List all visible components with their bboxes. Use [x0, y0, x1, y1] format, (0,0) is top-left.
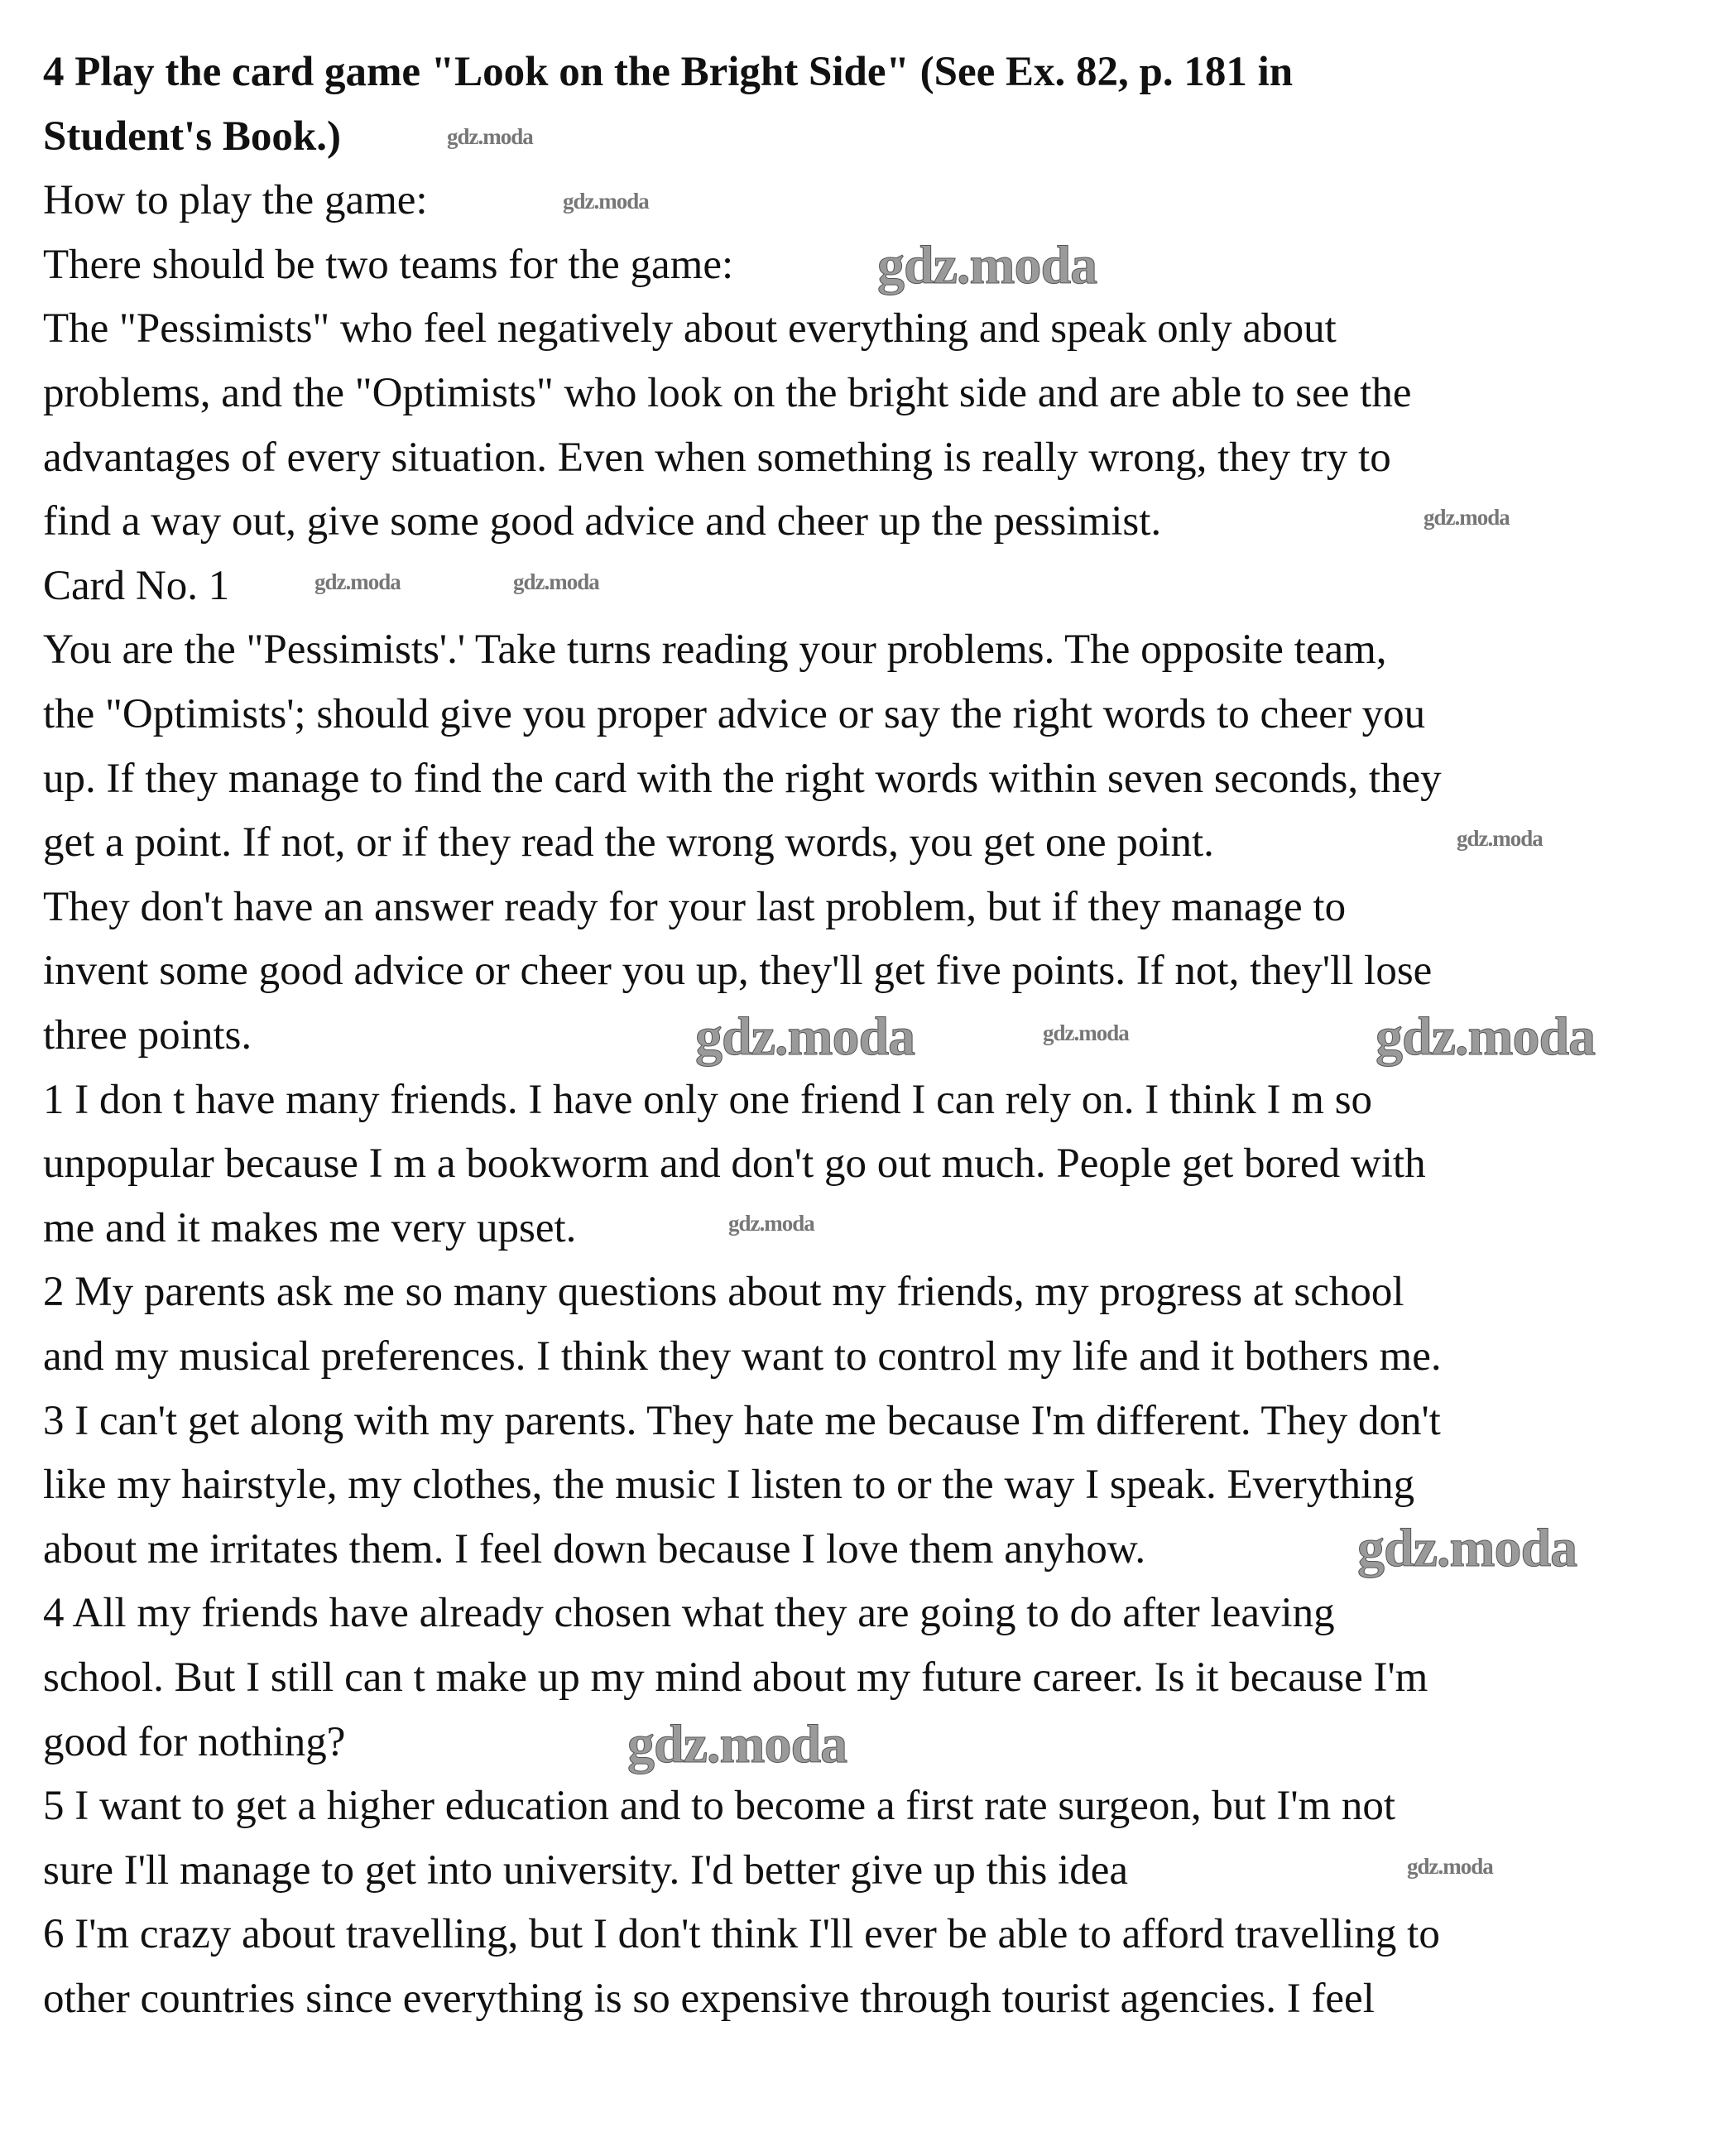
text-line: me and it makes me very upset. — [43, 1204, 577, 1251]
text-line: and my musical preferences. I think they want to control my life and it bothers me. — [43, 1333, 1442, 1380]
text-line: find a way out, give some good advice and cheer up the pessimist. — [43, 498, 1162, 545]
watermark: gdz.moda — [1457, 826, 1543, 851]
watermark: gdz.moda — [1043, 1020, 1129, 1045]
text-line: sure I'll manage to get into university. I'd better give up this idea — [43, 1846, 1128, 1894]
text-line: 4 All my friends have already chosen what they are going to do after leaving — [43, 1590, 1335, 1637]
watermark: gdz.moda — [627, 1714, 847, 1774]
text-line: 1 I don t have many friends. I have only one friend I can rely on. I think I m so — [43, 1076, 1373, 1123]
watermark: gdz.moda — [695, 1006, 915, 1067]
text-line: problems, and the "Optimists" who look on the bright side and are able to see the — [43, 370, 1412, 416]
text-line: How to play the game: — [43, 177, 428, 224]
exercise-title-line: Student's Book.) — [43, 113, 341, 160]
text-line: 2 My parents ask me so many questions about my friends, my progress at school — [43, 1269, 1404, 1316]
text-line: like my hairstyle, my clothes, the music I listen to or the way I speak. Everything — [43, 1462, 1415, 1509]
text-line: 5 I want to get a higher education and to become a first rate surgeon, but I'm not — [43, 1783, 1396, 1830]
text-line: three points. — [43, 1012, 252, 1059]
text-line: They don't have an answer ready for your last problem, but if they manage to — [43, 883, 1347, 930]
text-line: There should be two teams for the game: — [43, 241, 734, 288]
text-line: about me irritates them. I feel down because I love them anyhow. — [43, 1525, 1146, 1573]
watermark: gdz.moda — [1424, 505, 1510, 530]
watermark: gdz.moda — [314, 569, 401, 594]
text-line: The "Pessimists" who feel negatively about everything and speak only about — [43, 305, 1337, 353]
exercise-title-line: 4 Play the card game "Look on the Bright Side" (See Ex. 82, p. 181 in — [43, 49, 1294, 95]
watermark: gdz.moda — [447, 124, 533, 149]
watermark: gdz.moda — [513, 569, 599, 594]
text-line: Card No. 1 — [43, 562, 230, 609]
text-line: You are the "Pessimists'.' Take turns reading your problems. The opposite team, — [43, 627, 1387, 674]
watermark: gdz.moda — [1376, 1006, 1596, 1067]
watermark: gdz.moda — [728, 1211, 814, 1236]
watermark: gdz.moda — [1407, 1854, 1493, 1879]
watermark: gdz.moda — [877, 235, 1097, 295]
text-line: the "Optimists'; should give you proper advice or say the right words to cheer you — [43, 691, 1426, 737]
text-line: school. But I still can t make up my mind about my future career. Is it because I'm — [43, 1654, 1428, 1701]
text-line: up. If they manage to find the card with the right words within seven seconds, they — [43, 755, 1442, 802]
text-line: advantages of every situation. Even when something is really wrong, they try to — [43, 434, 1391, 481]
text-line: 3 I can't get along with my parents. They hate me because I'm different. They don't — [43, 1397, 1441, 1444]
text-line: get a point. If not, or if they read the wrong words, you get one point. — [43, 819, 1214, 867]
text-line: unpopular because I m a bookworm and don't go out much. People get bored with — [43, 1140, 1426, 1188]
text-line: 6 I'm crazy about travelling, but I don't think I'll ever be able to afford travelling to — [43, 1911, 1440, 1958]
text-line: other countries since everything is so expensive through tourist agencies. I feel — [43, 1976, 1375, 2022]
watermark: gdz.moda — [563, 189, 649, 214]
text-line: good for nothing? — [43, 1718, 346, 1765]
watermark: gdz.moda — [1357, 1518, 1577, 1578]
text-line: invent some good advice or cheer you up, they'll get five points. If not, they'll lose — [43, 948, 1433, 995]
